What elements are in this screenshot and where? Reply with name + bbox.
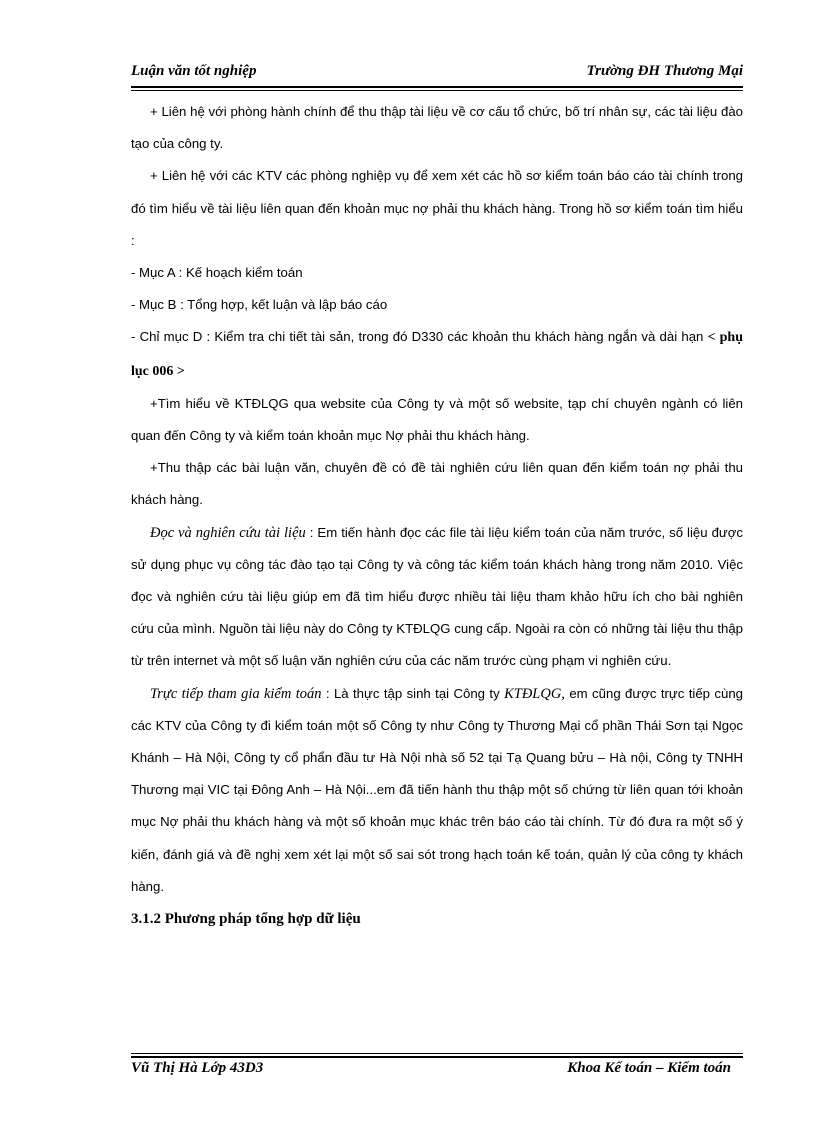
header-university: Trường ĐH Thương Mại xyxy=(586,63,743,79)
paragraph-collect-theses: +Thu thập các bài luận văn, chuyên đề có đề tài nghiên cứu liên quan đến kiểm toán nợ phải thu khách hàng. xyxy=(131,460,743,508)
page-footer xyxy=(131,1060,743,1084)
reading-documents-text: : Em tiến hành đọc các file tài liệu kiểm toán của năm trước, số liệu được sử dụng phục vụ công tác đào tạo tại Công ty và công tác kiểm toán khách hàng trong năm 2010. Việc đọc và nghiên cứu tài liệu giúp em đã tìm hiểu được nhiều tài liệu tham khảo hữu ích cho bài nghiên cứu của mình. Nguồn tài liệu này do Công ty KTĐLQG cung cấp. Ngoài ra còn có những tài liệu thu thập từ trên internet và một số luận văn nghiên cứu của các năm trước cùng phạm vi nghiên cứu. xyxy=(131,524,743,669)
direct-audit-label: Trực tiếp tham gia kiểm toán xyxy=(150,685,322,702)
body-content xyxy=(131,96,743,935)
muc-d-text: - Chỉ mục D : Kiểm tra chi tiết tài sản, trong đó D330 các khoản thu khách hàng ngắn và dài hạn xyxy=(131,329,708,345)
footer-author: Vũ Thị Hà Lớp 43D3 xyxy=(131,1060,264,1076)
footer-department: Khoa Kế toán – Kiểm toán xyxy=(567,1060,731,1076)
direct-audit-text-a: : Là thực tập sinh tại Công ty xyxy=(321,685,505,701)
direct-audit-text-b: em cũng được trực tiếp cùng các KTV của Công ty đi kiểm toán một số Công ty như Công ty Thương Mại cổ phần Thái Sơn tại Ngọc Khánh – Hà Nội, Công ty cổ phẩn đầu tư Hà Nội nhà số 52 tại Tạ Quang bửu – Hà nội, Công ty TNHH Thương mại VIC tại Đông Anh – Hà Nội...em đã tiến hành thu thập một số chứng từ liên quan tới khoản mục Nợ phải thu khách hàng và một số khoản mục khác trên báo cáo tài chính. Từ đó đưa ra một số ý kiến, đánh giá và đề nghị xem xét lại một số sai sót trong hạch toán kế toán, quản lý của công ty khách hàng. xyxy=(131,685,743,894)
paragraph-website-research: +Tìm hiểu về KTĐLQG qua website của Công ty và một số website, tạp chí chuyên ngành có liên quan đến Công ty và kiểm toán khoản mục Nợ phải thu khách hàng. xyxy=(131,395,743,444)
section-heading: 3.1.2 Phương pháp tổng hợp dữ liệu xyxy=(131,911,361,928)
paragraph-reading-documents xyxy=(131,517,743,678)
direct-audit-company: KTĐLQG, xyxy=(504,685,565,702)
header-thesis-title: Luận văn tốt nghiệp xyxy=(131,63,257,79)
paragraph-contact-ktv: + Liên hệ với các KTV các phòng nghiệp vụ để xem xét các hồ sơ kiểm toán báo cáo tài chính trong đó tìm hiểu về tài liệu liên quan đến khoản mục nợ phải thu khách hàng. Trong hồ sơ kiểm toán tìm hiểu : xyxy=(131,168,743,248)
appendix-reference: < phụ lục 006 > xyxy=(131,330,743,379)
list-item-muc-b: - Mục B : Tổng hợp, kết luận và lập báo cáo xyxy=(131,297,388,313)
paragraph-direct-audit xyxy=(131,678,743,903)
paragraph-contact-admin: + Liên hệ với phòng hành chính để thu thập tài liệu về cơ cấu tổ chức, bố trí nhân sự, các tài liệu đào tạo của công ty. xyxy=(131,104,743,152)
list-item-muc-a: - Mục A : Kế hoạch kiểm toán xyxy=(131,265,303,281)
list-item-muc-d xyxy=(131,321,743,387)
footer-rule-thick xyxy=(131,1056,743,1058)
reading-documents-label: Đọc và nghiên cứu tài liệu xyxy=(150,524,306,541)
footer-rule-thin xyxy=(131,1053,743,1054)
header-rule-thick xyxy=(131,86,743,88)
page-header xyxy=(131,60,743,84)
header-rule-thin xyxy=(131,90,743,91)
